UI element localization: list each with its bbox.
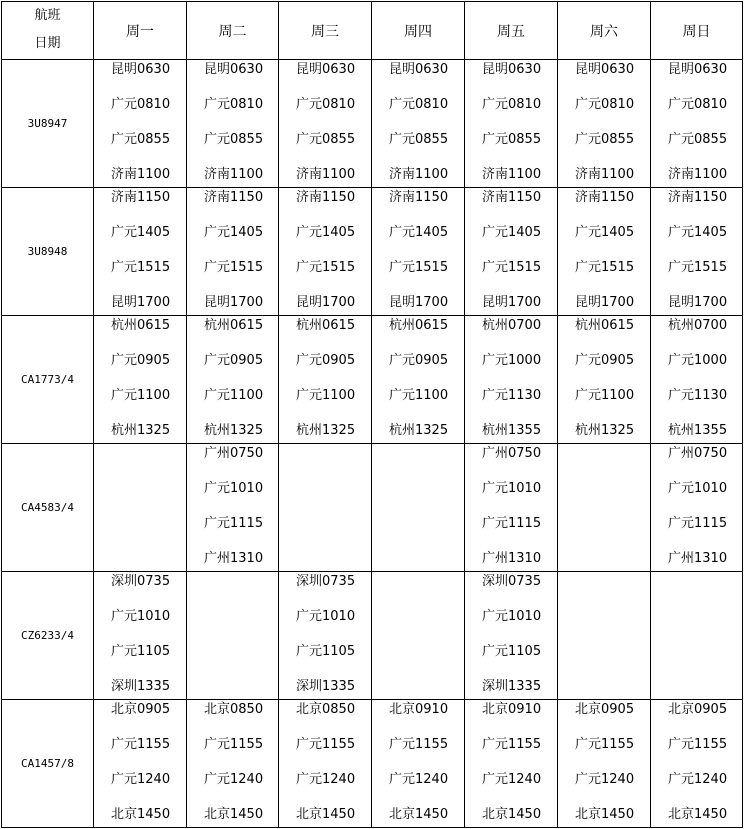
- schedule-cell: [187, 444, 279, 572]
- stop-time: 杭州1325: [204, 423, 264, 438]
- flight-number-cell: CA4583/4: [2, 444, 94, 572]
- stop-time: 广元0810: [668, 97, 728, 112]
- schedule-cell: [558, 700, 651, 828]
- stop-time: 广元1115: [668, 516, 728, 531]
- stop-time: 杭州0615: [389, 318, 449, 333]
- stop-time: 广元1515: [111, 260, 171, 275]
- schedule-cell: [465, 700, 558, 828]
- header-day-tue: 周二: [187, 2, 279, 60]
- flight-row: [2, 700, 743, 828]
- schedule-cell: [651, 188, 743, 316]
- stop-time: 昆明0630: [296, 62, 356, 77]
- flight-schedule-table: [1, 1, 743, 828]
- stop-time: 广元1155: [111, 737, 171, 752]
- stop-time: 广元1155: [296, 737, 356, 752]
- stop-time: 广州0750: [668, 446, 728, 461]
- schedule-cell: [465, 188, 558, 316]
- stop-time: 北京1450: [111, 807, 171, 822]
- stop-time: 深圳0735: [296, 574, 356, 589]
- stop-time: 杭州1355: [668, 423, 728, 438]
- stop-time: 昆明1700: [482, 295, 542, 310]
- stop-time: 广元1130: [482, 388, 542, 403]
- stop-time: 昆明0630: [111, 62, 171, 77]
- stop-time: 杭州0700: [668, 318, 728, 333]
- stop-time: 北京0910: [389, 702, 449, 717]
- stop-time: 广元1100: [204, 388, 264, 403]
- stop-time: 广元1010: [204, 481, 264, 496]
- schedule-cell: [372, 316, 465, 444]
- schedule-cell: [465, 316, 558, 444]
- schedule-cell: [279, 60, 372, 188]
- stop-time: 广元1240: [668, 772, 728, 787]
- schedule-cell: [372, 60, 465, 188]
- stop-time: 济南1150: [204, 190, 264, 205]
- stop-time: 广元0855: [296, 132, 356, 147]
- stop-time: 广元1240: [482, 772, 542, 787]
- schedule-cell: [558, 316, 651, 444]
- schedule-cell: [279, 572, 372, 700]
- schedule-cell: [187, 316, 279, 444]
- stop-time: 广元1405: [204, 225, 264, 240]
- header-day-sun: 周日: [651, 2, 743, 60]
- stop-time: 杭州1325: [296, 423, 356, 438]
- stop-time: 广元1405: [668, 225, 728, 240]
- schedule-cell: [187, 572, 279, 700]
- stop-time: 广元1405: [482, 225, 542, 240]
- schedule-cell: [94, 188, 187, 316]
- stop-time: 昆明1700: [111, 295, 171, 310]
- stop-time: 广元1100: [111, 388, 171, 403]
- schedule-cell: [94, 444, 187, 572]
- stop-time: 济南1150: [482, 190, 542, 205]
- stop-time: 广元1105: [296, 644, 356, 659]
- stop-time: 杭州1355: [482, 423, 542, 438]
- stop-time: 济南1100: [389, 167, 449, 182]
- stop-time: 北京0905: [575, 702, 635, 717]
- stop-time: 广元1515: [482, 260, 542, 275]
- flight-number-cell: 3U8947: [2, 60, 94, 188]
- schedule-cell: [279, 316, 372, 444]
- stop-time: 广元1010: [482, 481, 542, 496]
- stop-time: 杭州0700: [482, 318, 542, 333]
- stop-time: 济南1150: [296, 190, 356, 205]
- stop-time: 广州0750: [204, 446, 264, 461]
- stop-time: 北京0850: [296, 702, 356, 717]
- stop-time: 昆明0630: [204, 62, 264, 77]
- stop-time: 广元0810: [204, 97, 264, 112]
- stop-time: 广元1105: [111, 644, 171, 659]
- schedule-cell: [94, 60, 187, 188]
- stop-time: 广元1130: [668, 388, 728, 403]
- stop-time: 广元0905: [575, 353, 635, 368]
- schedule-cell: [558, 572, 651, 700]
- stop-time: 广元1515: [575, 260, 635, 275]
- stop-time: 昆明0630: [482, 62, 542, 77]
- flight-row: [2, 444, 743, 572]
- stop-time: 济南1100: [482, 167, 542, 182]
- header-corner-cell: [2, 2, 94, 60]
- header-row: [2, 2, 743, 60]
- stop-time: 广元1405: [296, 225, 356, 240]
- flight-row: [2, 316, 743, 444]
- stop-time: 北京1450: [482, 807, 542, 822]
- header-date-label: 日期: [34, 36, 61, 51]
- header-day-wed: 周三: [279, 2, 372, 60]
- schedule-cell: [187, 60, 279, 188]
- flight-number-cell: CA1457/8: [2, 700, 94, 828]
- stop-time: 杭州0615: [111, 318, 171, 333]
- stop-time: 广州1310: [668, 551, 728, 566]
- stop-time: 广元1155: [389, 737, 449, 752]
- stop-time: 北京1450: [668, 807, 728, 822]
- stop-time: 广元1405: [575, 225, 635, 240]
- stop-time: 北京0905: [668, 702, 728, 717]
- stop-time: 广元0810: [389, 97, 449, 112]
- schedule-cell: [558, 188, 651, 316]
- stop-time: 广元1515: [668, 260, 728, 275]
- stop-time: 广元1240: [111, 772, 171, 787]
- stop-time: 深圳0735: [111, 574, 171, 589]
- stop-time: 北京1450: [204, 807, 264, 822]
- stop-time: 昆明0630: [575, 62, 635, 77]
- stop-time: 广元1405: [111, 225, 171, 240]
- stop-time: 北京0905: [111, 702, 171, 717]
- schedule-body: [2, 2, 743, 828]
- stop-time: 深圳1335: [296, 679, 356, 694]
- stop-time: 广元1155: [204, 737, 264, 752]
- stop-time: 广元1155: [575, 737, 635, 752]
- stop-time: 北京1450: [575, 807, 635, 822]
- stop-time: 北京1450: [389, 807, 449, 822]
- stop-time: 广元1115: [482, 516, 542, 531]
- stop-time: 济南1100: [296, 167, 356, 182]
- flight-row: [2, 572, 743, 700]
- stop-time: 广元0905: [111, 353, 171, 368]
- schedule-cell: [372, 188, 465, 316]
- flight-number-cell: CA1773/4: [2, 316, 94, 444]
- schedule-cell: [372, 572, 465, 700]
- stop-time: 广元1010: [111, 609, 171, 624]
- stop-time: 广元1240: [296, 772, 356, 787]
- stop-time: 广元1100: [575, 388, 635, 403]
- stop-time: 广元1515: [296, 260, 356, 275]
- stop-time: 昆明1700: [204, 295, 264, 310]
- stop-time: 广元1240: [389, 772, 449, 787]
- stop-time: 杭州0615: [575, 318, 635, 333]
- stop-time: 广元1105: [482, 644, 542, 659]
- schedule-cell: [651, 572, 743, 700]
- flight-number-cell: 3U8948: [2, 188, 94, 316]
- schedule-cell: [94, 316, 187, 444]
- schedule-cell: [187, 700, 279, 828]
- stop-time: 济南1100: [204, 167, 264, 182]
- stop-time: 昆明1700: [575, 295, 635, 310]
- stop-time: 广元1515: [204, 260, 264, 275]
- stop-time: 广元0855: [668, 132, 728, 147]
- stop-time: 广元1100: [389, 388, 449, 403]
- schedule-cell: [651, 60, 743, 188]
- stop-time: 深圳1335: [111, 679, 171, 694]
- stop-time: 广元0810: [111, 97, 171, 112]
- stop-time: 杭州0615: [204, 318, 264, 333]
- stop-time: 北京1450: [296, 807, 356, 822]
- schedule-cell: [279, 188, 372, 316]
- stop-time: 广元1240: [575, 772, 635, 787]
- schedule-cell: [651, 444, 743, 572]
- flight-row: [2, 188, 743, 316]
- stop-time: 广元0855: [204, 132, 264, 147]
- stop-time: 广元1115: [204, 516, 264, 531]
- stop-time: 济南1100: [668, 167, 728, 182]
- stop-time: 广元0810: [296, 97, 356, 112]
- stop-time: 广元1515: [389, 260, 449, 275]
- header-day-fri: 周五: [465, 2, 558, 60]
- schedule-cell: [372, 444, 465, 572]
- stop-time: 济南1100: [111, 167, 171, 182]
- stop-time: 深圳1335: [482, 679, 542, 694]
- stop-time: 广元1155: [668, 737, 728, 752]
- stop-time: 北京0850: [204, 702, 264, 717]
- schedule-cell: [279, 444, 372, 572]
- stop-time: 昆明0630: [668, 62, 728, 77]
- stop-time: 广元1010: [668, 481, 728, 496]
- schedule-cell: [465, 572, 558, 700]
- schedule-cell: [465, 60, 558, 188]
- schedule-cell: [94, 572, 187, 700]
- stop-time: 杭州1325: [575, 423, 635, 438]
- stop-time: 广元1405: [389, 225, 449, 240]
- schedule-cell: [279, 700, 372, 828]
- stop-time: 深圳0735: [482, 574, 542, 589]
- stop-time: 广元0905: [296, 353, 356, 368]
- stop-time: 广元0905: [204, 353, 264, 368]
- stop-time: 昆明1700: [296, 295, 356, 310]
- stop-time: 广州1310: [482, 551, 542, 566]
- header-day-mon: 周一: [94, 2, 187, 60]
- stop-time: 广元1100: [296, 388, 356, 403]
- stop-time: 广州1310: [204, 551, 264, 566]
- stop-time: 广元0810: [575, 97, 635, 112]
- stop-time: 广州0750: [482, 446, 542, 461]
- stop-time: 北京0910: [482, 702, 542, 717]
- stop-time: 广元1155: [482, 737, 542, 752]
- schedule-cell: [465, 444, 558, 572]
- schedule-cell: [372, 700, 465, 828]
- stop-time: 广元1000: [482, 353, 542, 368]
- schedule-cell: [558, 444, 651, 572]
- schedule-cell: [187, 188, 279, 316]
- stop-time: 广元0905: [389, 353, 449, 368]
- stop-time: 广元0855: [482, 132, 542, 147]
- schedule-cell: [651, 316, 743, 444]
- stop-time: 济南1150: [668, 190, 728, 205]
- stop-time: 济南1100: [575, 167, 635, 182]
- stop-time: 杭州1325: [389, 423, 449, 438]
- schedule-cell: [94, 700, 187, 828]
- header-day-thu: 周四: [372, 2, 465, 60]
- stop-time: 昆明1700: [389, 295, 449, 310]
- stop-time: 广元0810: [482, 97, 542, 112]
- header-day-sat: 周六: [558, 2, 651, 60]
- header-flight-label: 航班: [34, 8, 61, 23]
- stop-time: 济南1150: [111, 190, 171, 205]
- stop-time: 昆明1700: [668, 295, 728, 310]
- stop-time: 昆明0630: [389, 62, 449, 77]
- stop-time: 杭州1325: [111, 423, 171, 438]
- stop-time: 广元0855: [575, 132, 635, 147]
- stop-time: 广元1240: [204, 772, 264, 787]
- stop-time: 广元1000: [668, 353, 728, 368]
- schedule-cell: [558, 60, 651, 188]
- stop-time: 广元1010: [296, 609, 356, 624]
- flight-number-cell: CZ6233/4: [2, 572, 94, 700]
- flight-row: [2, 60, 743, 188]
- stop-time: 杭州0615: [296, 318, 356, 333]
- stop-time: 广元1010: [482, 609, 542, 624]
- stop-time: 济南1150: [575, 190, 635, 205]
- stop-time: 广元0855: [111, 132, 171, 147]
- stop-time: 济南1150: [389, 190, 449, 205]
- stop-time: 广元0855: [389, 132, 449, 147]
- schedule-cell: [651, 700, 743, 828]
